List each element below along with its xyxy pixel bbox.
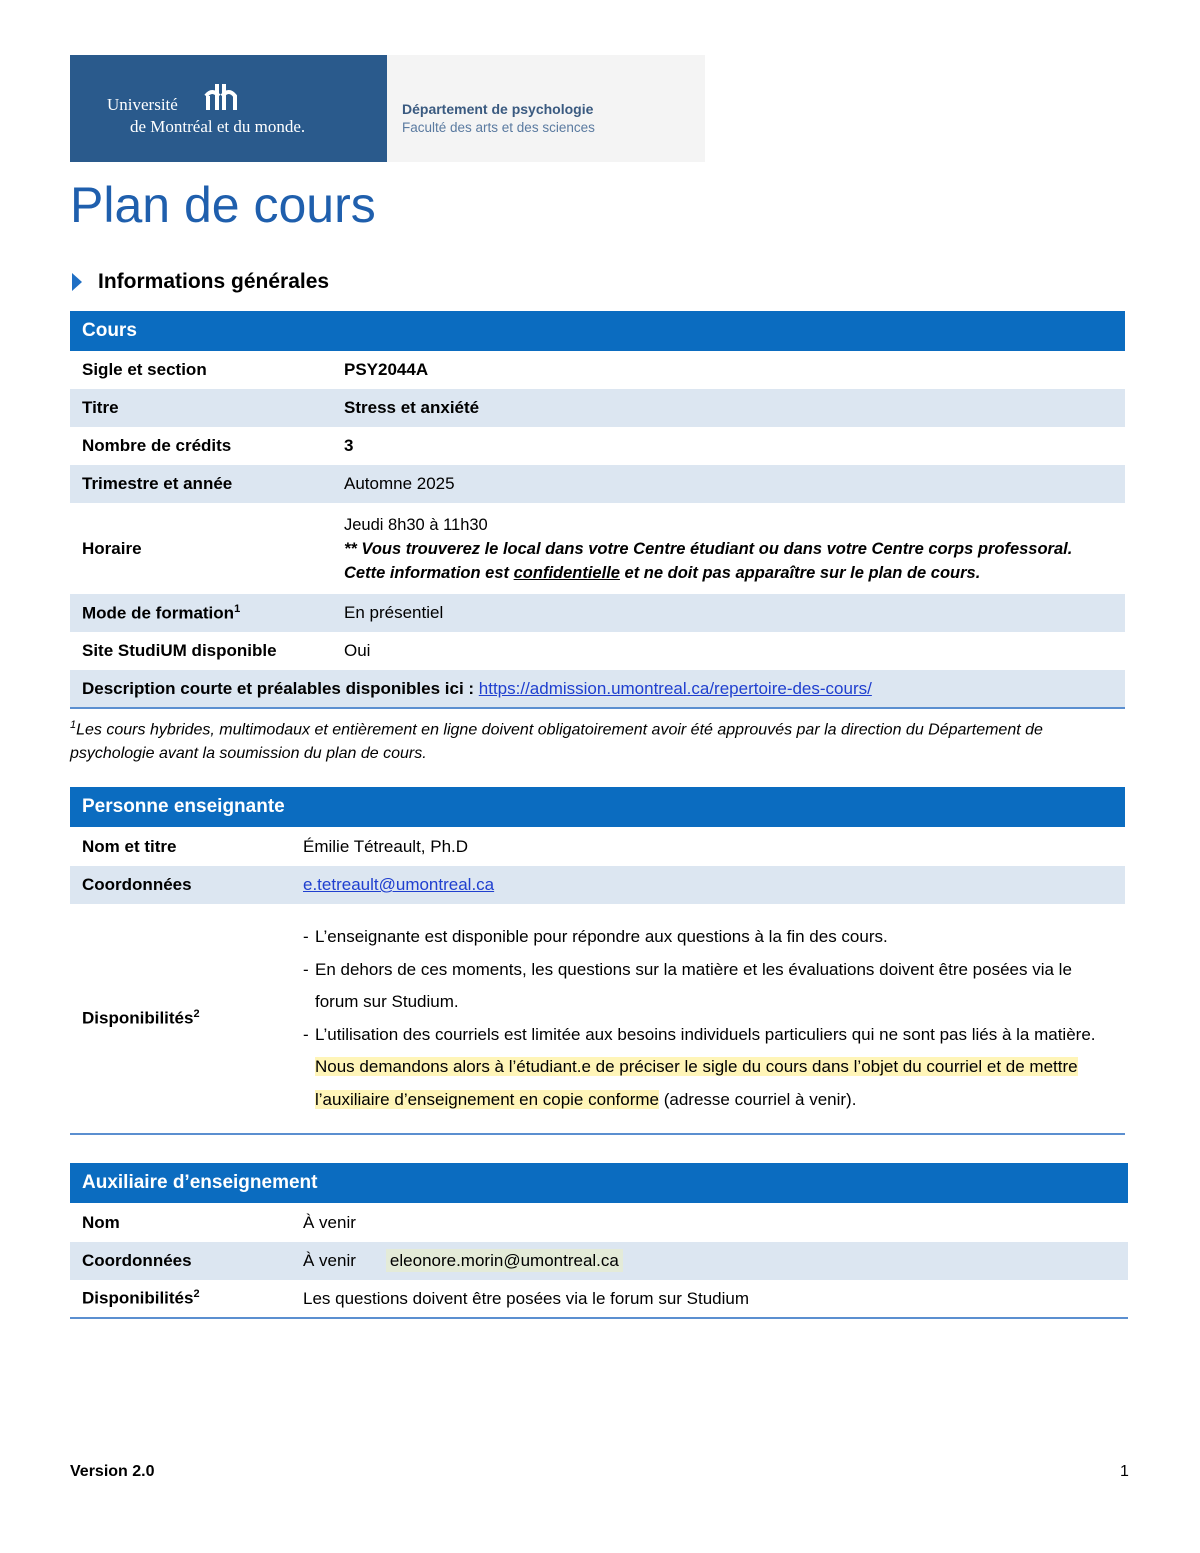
description-label: Description courte et préalables disponibles ici : bbox=[82, 678, 479, 698]
footnote-number: 1 bbox=[70, 719, 77, 731]
dispo-label: Disponibilités bbox=[82, 1008, 194, 1028]
email-link[interactable]: e.tetreault@umontreal.ca bbox=[303, 875, 495, 894]
row-value: En présentiel bbox=[332, 594, 1125, 632]
ta-email: eleonore.morin@umontreal.ca bbox=[386, 1249, 623, 1272]
section-heading bbox=[72, 270, 329, 294]
section-heading-label: Informations générales bbox=[98, 270, 330, 293]
row-label bbox=[70, 904, 291, 1134]
row-value bbox=[291, 1242, 1128, 1280]
footnote-text: Les cours hybrides, multimodaux et entièrement en ligne doivent obligatoirement avoir été approuvés par la direction du Département de psychologie avant la soumission du plan de cours. bbox=[70, 721, 1043, 763]
description-cell bbox=[70, 670, 1125, 708]
row-value: À venir bbox=[303, 1212, 356, 1232]
university-emblem-icon bbox=[204, 84, 238, 110]
logo-line-1: Université bbox=[107, 95, 178, 114]
caret-right-icon bbox=[72, 273, 82, 291]
highlighted-text: Nous demandons alors à l’étudiant.e de préciser le sigle du cours dans l’objet du courriel et de mettre l’auxiliaire d’enseignement en copie conforme bbox=[315, 1057, 1078, 1109]
horaire-note-1: ** Vous trouverez le local dans votre Centre étudiant ou dans votre Centre corps professoral. bbox=[344, 539, 1073, 558]
table-row bbox=[70, 351, 1125, 389]
footnote bbox=[70, 713, 1125, 766]
horaire-value: Jeudi 8h30 à 11h30 bbox=[344, 515, 488, 534]
row-value: Stress et anxiété bbox=[332, 389, 1125, 427]
row-label: Site StudiUM disponible bbox=[82, 641, 277, 660]
table-row bbox=[70, 465, 1125, 503]
coord-value: À venir bbox=[303, 1251, 356, 1270]
description-link[interactable]: https://admission.umontreal.ca/repertoire-des-cours/ bbox=[478, 678, 872, 698]
row-value bbox=[291, 866, 1125, 904]
row-value: Oui bbox=[344, 641, 371, 660]
dispo-cell bbox=[291, 904, 1125, 1134]
row-value: Les questions doivent être posées via le forum sur Studium bbox=[291, 1280, 1128, 1318]
university-logo bbox=[70, 55, 387, 162]
row-label bbox=[70, 1280, 291, 1318]
list-item-text: L’utilisation des courriels est limitée aux besoins individuels particuliers qui ne sont pas liés à la matière. bbox=[315, 1024, 1096, 1044]
table-row bbox=[70, 503, 1125, 594]
row-value: 3 bbox=[344, 436, 354, 455]
row-label: Titre bbox=[70, 389, 332, 427]
table-row bbox=[70, 1203, 1128, 1242]
table-row bbox=[70, 632, 1125, 670]
table-row bbox=[70, 670, 1125, 708]
horaire-note-2-part: et ne doit pas apparaître sur le plan de cours. bbox=[619, 563, 981, 582]
table-row bbox=[70, 1280, 1128, 1318]
enseignante-table-header: Personne enseignante bbox=[70, 787, 1125, 827]
cours-table bbox=[70, 311, 1125, 709]
table-row bbox=[70, 427, 1125, 465]
version-label: Version 2.0 bbox=[70, 1463, 155, 1480]
horaire-note-2 bbox=[344, 561, 1113, 585]
row-label: Nom bbox=[82, 1212, 120, 1232]
row-label bbox=[70, 594, 332, 632]
list-item: - En dehors de ces moments, les questions sur la matière et les évaluations doivent être posées via le forum sur Studium. bbox=[303, 954, 1113, 1019]
page-number: 1 bbox=[1120, 1463, 1129, 1480]
row-value: PSY2044A bbox=[344, 360, 429, 379]
dispo-list bbox=[303, 921, 1113, 1116]
row-label: Sigle et section bbox=[82, 360, 207, 379]
table-row bbox=[70, 866, 1125, 904]
logo-line-2: de Montréal et du monde. bbox=[130, 117, 306, 136]
department-name: Département de psychologie bbox=[402, 101, 594, 117]
table-row bbox=[70, 594, 1125, 632]
horaire-cell bbox=[332, 503, 1125, 594]
row-label: Nombre de crédits bbox=[82, 436, 232, 455]
row-value: Émilie Tétreault, Ph.D bbox=[303, 836, 469, 856]
confidential-word: confidentielle bbox=[513, 563, 620, 582]
dispo-label: Disponibilités bbox=[82, 1288, 194, 1308]
row-label: Trimestre et année bbox=[70, 465, 332, 503]
auxiliaire-table-header: Auxiliaire d’enseignement bbox=[70, 1163, 1128, 1203]
row-label: Coordonnées bbox=[70, 1242, 291, 1280]
cours-table-header: Cours bbox=[70, 311, 1125, 351]
row-label: Nom et titre bbox=[82, 836, 177, 856]
mode-label: Mode de formation bbox=[82, 603, 235, 623]
list-item: - L’enseignante est disponible pour répondre aux questions à la fin des cours. bbox=[303, 921, 1113, 954]
row-label: Horaire bbox=[82, 538, 142, 558]
row-value: Automne 2025 bbox=[332, 465, 1125, 503]
footnote-ref: 2 bbox=[193, 1008, 200, 1021]
footnote-ref: 1 bbox=[234, 602, 241, 615]
list-item bbox=[303, 1019, 1113, 1117]
footnote-ref: 2 bbox=[193, 1288, 200, 1301]
table-row bbox=[70, 389, 1125, 427]
table-row bbox=[70, 904, 1125, 1134]
faculty-name: Faculté des arts et des sciences bbox=[402, 120, 595, 135]
enseignante-table bbox=[70, 787, 1125, 1135]
row-label: Coordonnées bbox=[70, 866, 291, 904]
auxiliaire-table bbox=[70, 1163, 1128, 1319]
table-row bbox=[70, 827, 1125, 866]
page-title: Plan de cours bbox=[70, 177, 376, 233]
table-row bbox=[70, 1242, 1128, 1280]
horaire-note-2-part: Cette information est bbox=[344, 563, 514, 582]
list-item-text: (adresse courriel à venir). bbox=[658, 1089, 857, 1109]
